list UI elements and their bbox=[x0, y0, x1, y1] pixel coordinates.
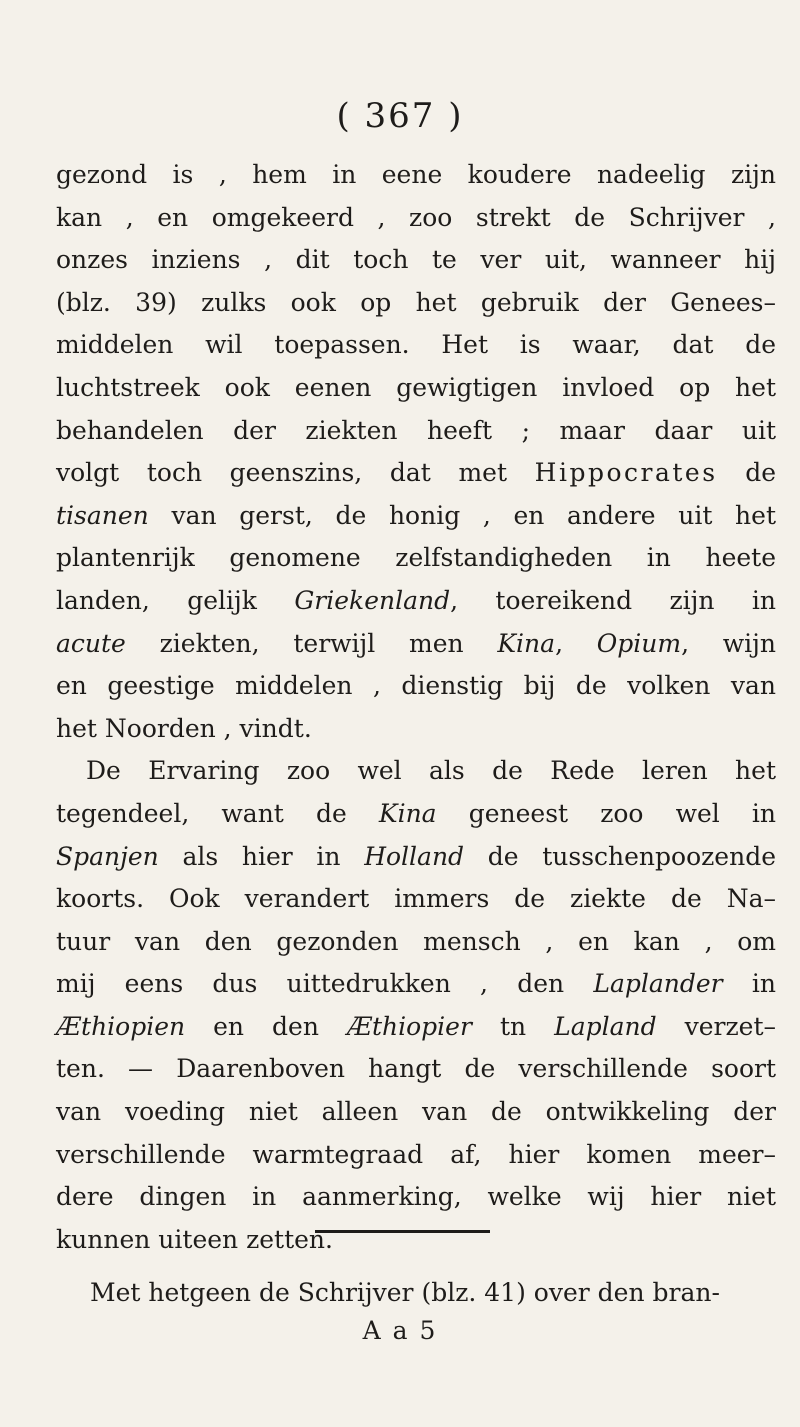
text-line: behandelen der ziekten heeft ; maar daar uit bbox=[56, 415, 776, 445]
text-line: kan , en omgekeerd , zoo strekt de Schrijver , bbox=[56, 202, 776, 232]
text-run: tegendeel, want de bbox=[56, 798, 347, 828]
text-run: landen, gelijk bbox=[56, 585, 257, 615]
text-line bbox=[56, 623, 776, 666]
italic-term: Griekenland bbox=[294, 585, 451, 615]
text-run: geneest zoo wel in bbox=[468, 798, 777, 828]
italic-term: Lapland bbox=[554, 1011, 657, 1041]
italic-term: tisanen bbox=[56, 500, 149, 530]
italic-term: Opium bbox=[596, 628, 682, 658]
text-run: in bbox=[751, 969, 776, 999]
text-line bbox=[56, 495, 776, 538]
italic-term: acute bbox=[56, 628, 126, 658]
text-line: het Noorden , vindt. bbox=[56, 713, 312, 743]
text-line: dere dingen in aanmerking, welke wij hier niet bbox=[56, 1182, 776, 1212]
text-line bbox=[56, 1006, 776, 1049]
text-run: , toereikend zijn in bbox=[450, 585, 777, 615]
name-hippocrates: Hippocrates bbox=[534, 458, 718, 488]
text-run: mij eens dus uittedrukken , den bbox=[56, 969, 565, 999]
text-run: , wijn bbox=[681, 628, 777, 658]
text-run: volgt toch geenszins, dat met bbox=[56, 458, 508, 488]
text-run: verzet– bbox=[684, 1011, 777, 1041]
text-run: en den bbox=[213, 1011, 319, 1041]
text-line bbox=[56, 793, 776, 836]
text-run: de tusschenpoozende bbox=[487, 841, 777, 871]
text-line: kunnen uiteen zetten. bbox=[56, 1224, 333, 1254]
text-run: van gerst, de honig , en andere uit het bbox=[171, 500, 776, 530]
text-line: ten. — Daarenboven hangt de verschillende soort bbox=[56, 1054, 776, 1084]
section-divider bbox=[315, 1230, 490, 1233]
text-run: , bbox=[555, 628, 564, 658]
italic-term: Spanjen bbox=[56, 841, 159, 871]
text-line: gezond is , hem in eene koudere nadeelig zijn bbox=[56, 160, 776, 189]
italic-term: Kina bbox=[378, 798, 437, 828]
text-run: tn bbox=[499, 1011, 527, 1041]
text-line: koorts. Ook verandert immers de ziekte de Na– bbox=[56, 884, 776, 914]
text-line: verschillende warmtegraad af, hier komen meer– bbox=[56, 1139, 776, 1169]
text-run: de bbox=[745, 458, 777, 488]
text-line bbox=[56, 963, 776, 1006]
text-line: Met hetgeen de Schrijver (blz. 41) over den bran- bbox=[90, 1278, 720, 1307]
text-line bbox=[56, 452, 776, 495]
italic-term: Kina bbox=[497, 628, 556, 658]
italic-term: Holland bbox=[364, 841, 465, 871]
text-line: (blz. 39) zulks ook op het gebruik der Genees– bbox=[56, 287, 776, 317]
text-line: De Ervaring zoo wel als de Rede leren het bbox=[86, 756, 776, 786]
text-line bbox=[56, 580, 776, 623]
text-run: als hier in bbox=[182, 841, 341, 871]
text-line: luchtstreek ook eenen gewigtigen invloed op het bbox=[56, 372, 776, 402]
body-text bbox=[56, 154, 776, 1261]
text-line: tuur van den gezonden mensch , en kan , om bbox=[56, 926, 776, 956]
italic-term: Laplander bbox=[593, 969, 723, 999]
italic-term: Æthiopien bbox=[56, 1011, 186, 1041]
page-number: ( 367 ) bbox=[336, 96, 464, 136]
italic-term: Æthiopier bbox=[346, 1011, 472, 1041]
text-line: van voeding niet alleen van de ontwikkeling der bbox=[56, 1097, 776, 1127]
text-line: plantenrijk genomene zelfstandigheden in heete bbox=[56, 543, 776, 573]
text-line: middelen wil toepassen. Het is waar, dat de bbox=[56, 330, 776, 360]
text-run: ziekten, terwijl men bbox=[159, 628, 464, 658]
text-line bbox=[56, 836, 776, 879]
closing-text bbox=[90, 1272, 780, 1315]
text-line: onzes inziens , dit toch te ver uit, wanneer hij bbox=[56, 245, 776, 275]
signature-mark: A a 5 bbox=[362, 1316, 438, 1345]
text-line: en geestige middelen , dienstig bij de volken van bbox=[56, 671, 776, 701]
